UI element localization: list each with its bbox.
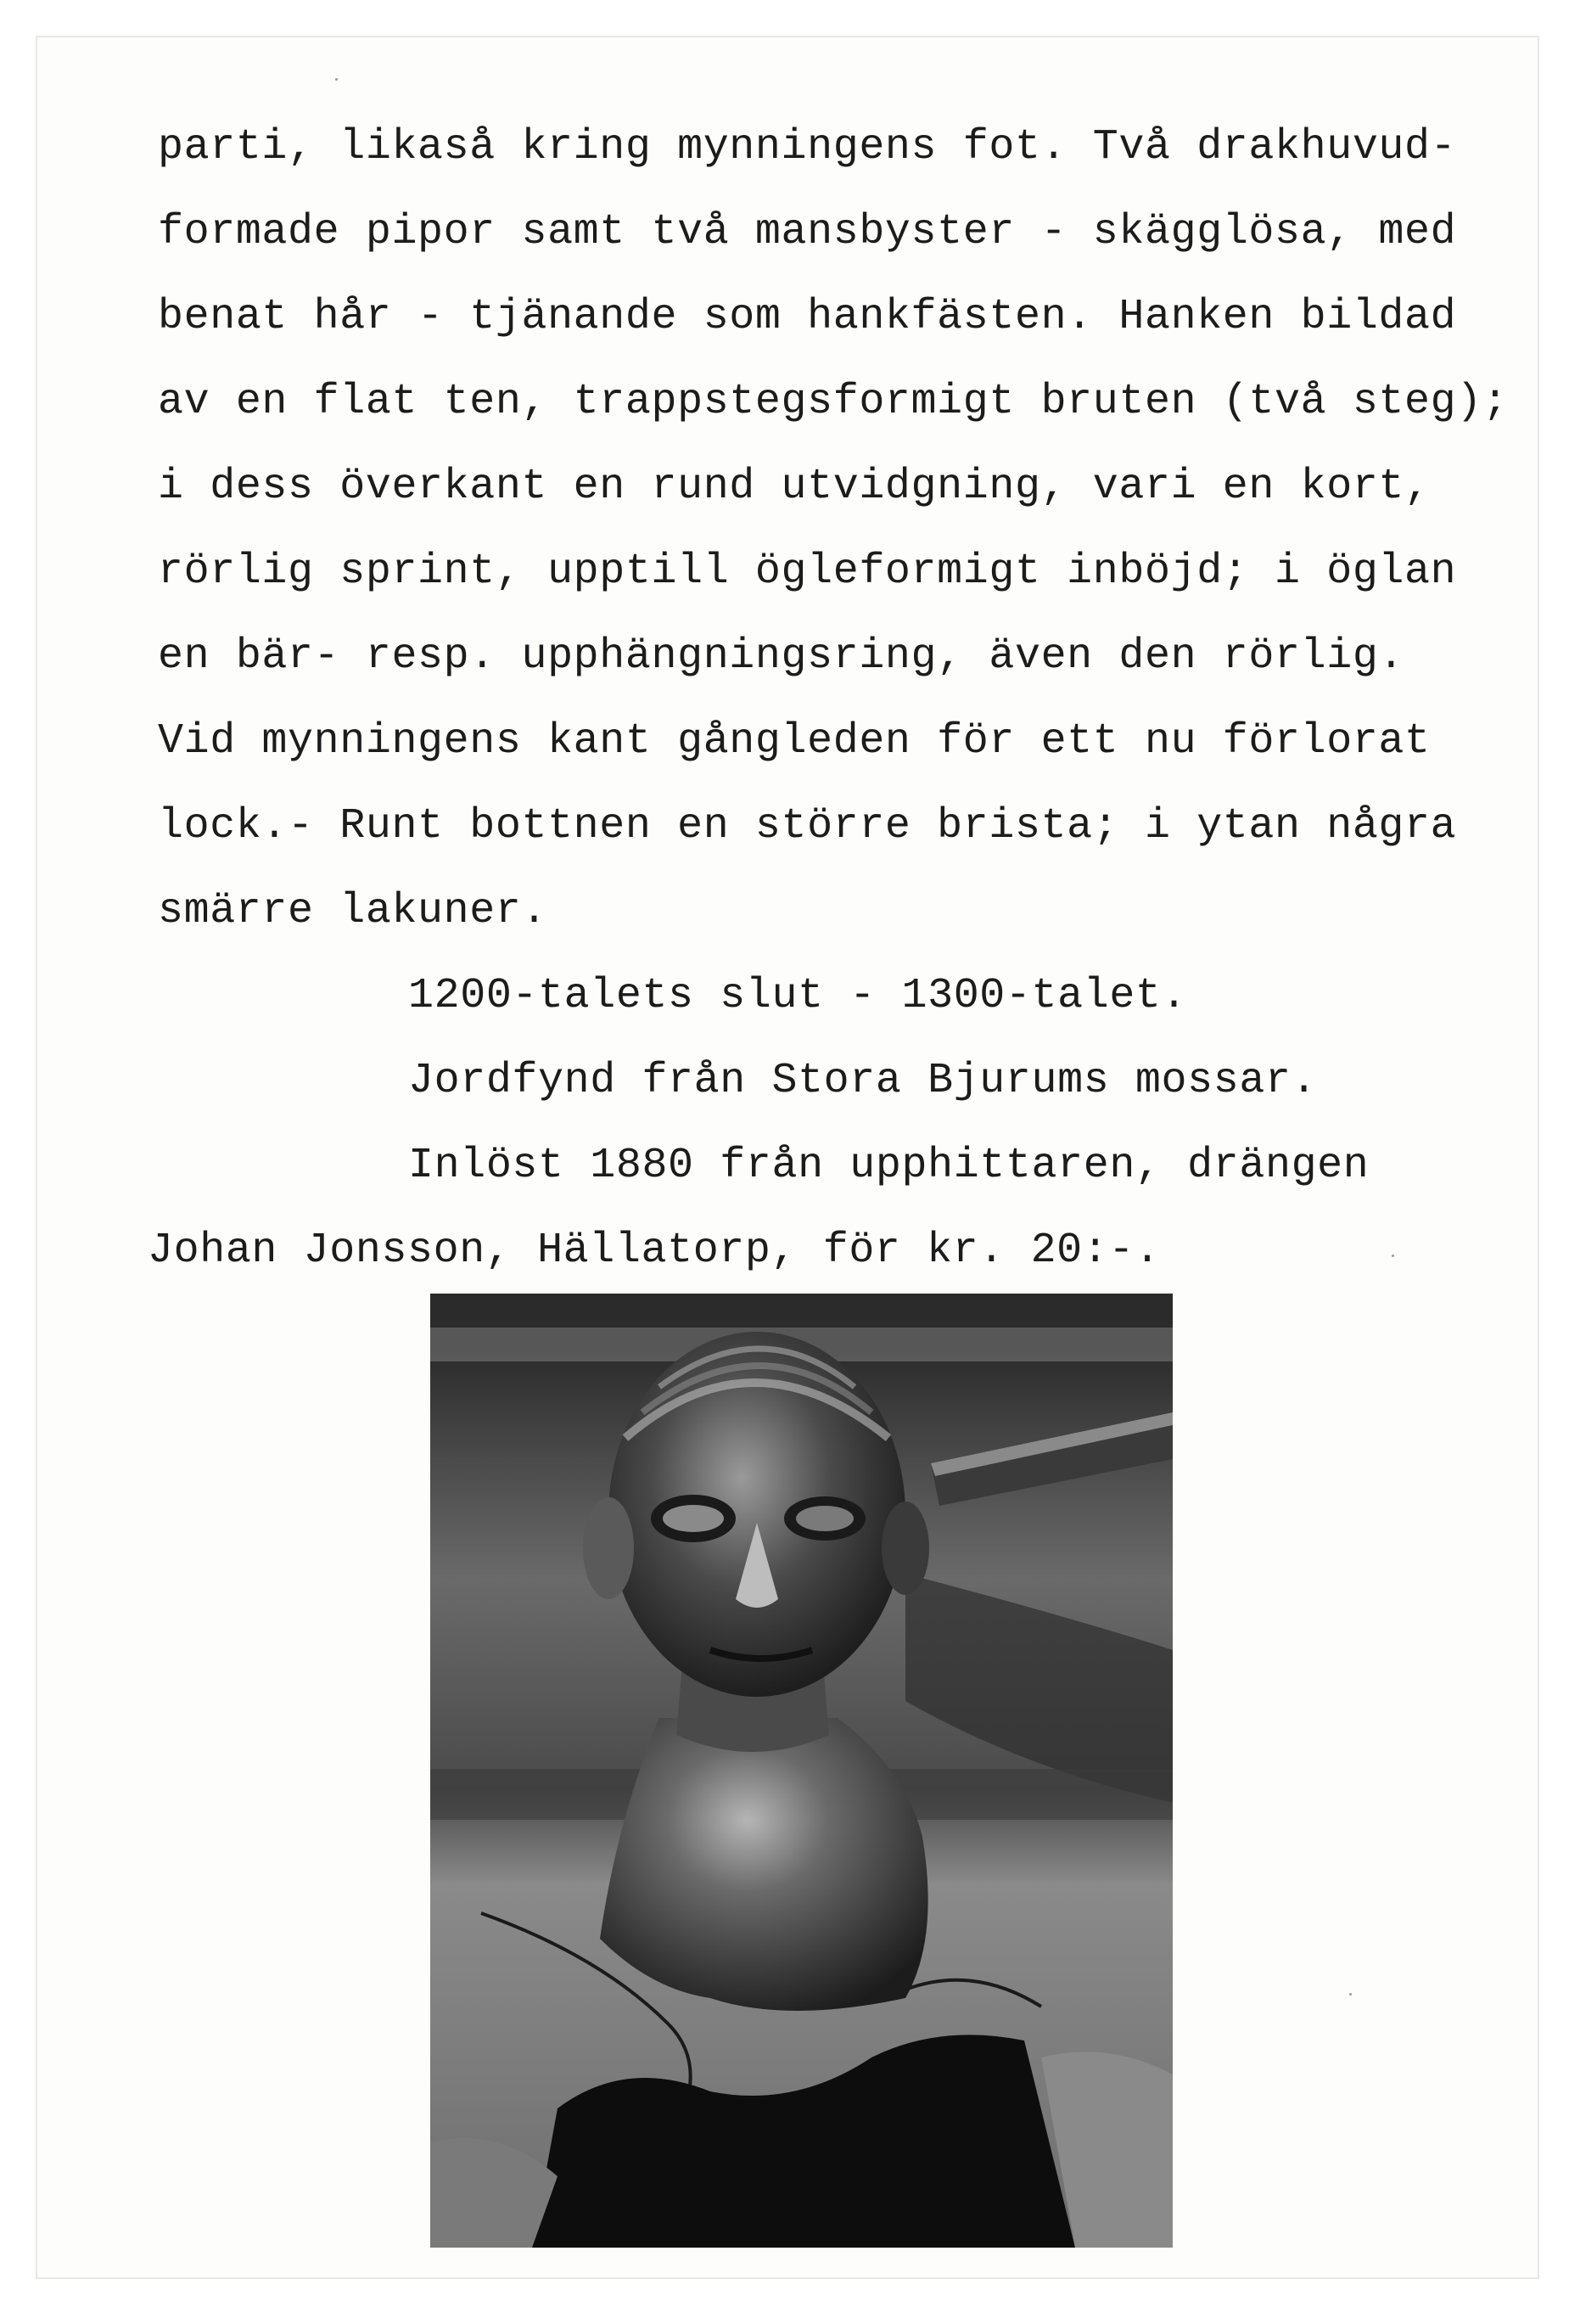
text-line-1: parti, likaså kring mynningens fot. Två drakhuvud- [158, 123, 1457, 171]
acquisition-line-2: Johan Jonsson, Hällatorp, för kr. 20:-. [148, 1227, 1161, 1275]
text-line-10: smärre lakuner. [158, 887, 548, 935]
dating-line: 1200-talets slut - 1300-talet. [408, 972, 1188, 1020]
paper-speck [335, 78, 338, 81]
text-line-3: benat hår - tjänande som hankfästen. Hanken bildad [158, 293, 1457, 341]
acquisition-line: Inlöst 1880 från upphittaren, drängen [408, 1142, 1370, 1190]
text-line-6: rörlig sprint, upptill ögleformigt inböjd; i öglan [158, 547, 1457, 596]
bust-photograph [430, 1294, 1173, 2248]
bust-photograph-image [430, 1294, 1173, 2248]
paper-speck [1349, 1993, 1352, 1996]
text-line-9: lock.- Runt bottnen en större brista; i ytan några [158, 802, 1457, 850]
paper-speck [1392, 1255, 1394, 1257]
text-line-2: formade pipor samt två mansbyster - skägglösa, med [158, 208, 1457, 256]
findspot-line: Jordfynd från Stora Bjurums mossar. [408, 1057, 1318, 1105]
text-line-7: en bär- resp. upphängningsring, även den rörlig. [158, 632, 1405, 681]
text-line-8: Vid mynningens kant gångleden för ett nu förlorat [158, 717, 1431, 766]
text-line-4: av en flat ten, trappstegsformigt bruten (två steg); [158, 378, 1509, 426]
text-line-5: i dess överkant en rund utvidgning, vari en kort, [158, 463, 1431, 511]
